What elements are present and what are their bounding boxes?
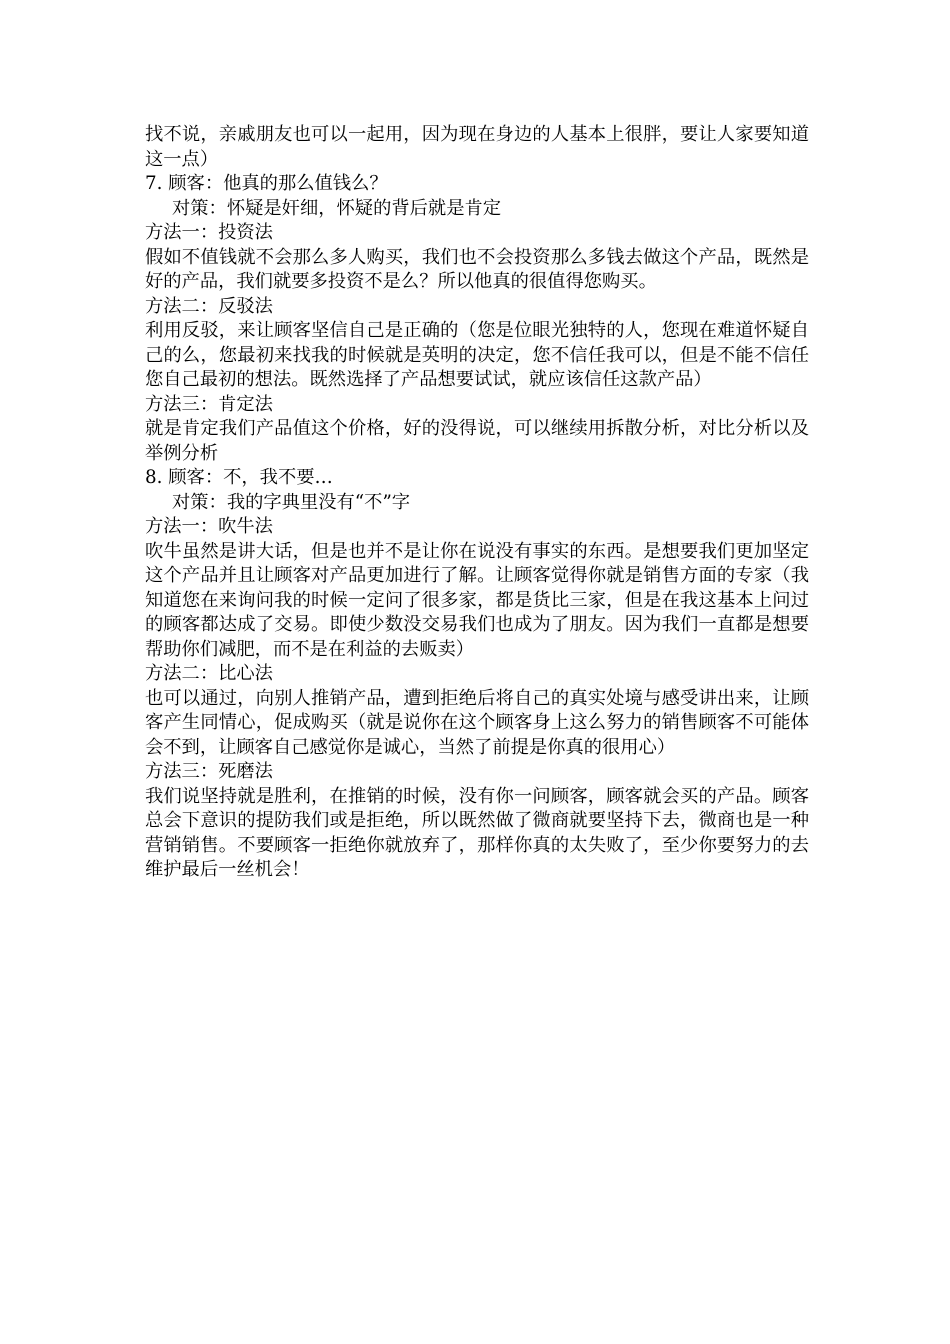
method-body: 利用反驳，来让顾客坚信自己是正确的（您是位眼光独特的人，您现在难道怀疑自己的么，您最初来找我的时候就是英明的决定，您不信任我可以，但是不能不信任您自己最初的想法。既然选择了产品想要试试，就应该信任这款产品） <box>145 320 809 390</box>
method-body: 假如不值钱就不会那么多人购买，我们也不会投资那么多钱去做这个产品，既然是好的产品，我们就要多投资不是么？所以他真的很值得您购买。 <box>145 246 809 292</box>
method-body: 我们说坚持就是胜利，在推销的时候，没有你一问顾客，顾客就会买的产品。顾客总会下意识的提防我们或是拒绝，所以既然做了微商就要坚持下去，微商也是一种营销销售。不要顾客一拒绝你就放弃了，那样你真的太失败了，至少你要努力的去维护最后一丝机会！ <box>145 785 809 880</box>
question-heading-7: 7. 顾客：他真的那么值钱么？ <box>145 173 388 194</box>
strategy-line: 对策：我的字典里没有“不”字 <box>172 491 411 513</box>
method-heading: 方法一：吹牛法 <box>145 516 273 537</box>
paragraph-continuation: 找不说，亲戚朋友也可以一起用，因为现在身边的人基本上很胖，要让人家要知道这一点） <box>145 124 809 170</box>
method-heading: 方法二：反驳法 <box>145 295 273 317</box>
method-heading: 方法二：比心法 <box>145 663 273 684</box>
method-body: 就是肯定我们产品值这个价格，好的没得说，可以继续用拆散分析，对比分析以及举例分析 <box>145 418 809 464</box>
method-heading: 方法三：死磨法 <box>145 761 273 782</box>
question-heading-8: 8. 顾客：不，我不要… <box>145 467 333 488</box>
strategy-line: 对策：怀疑是奸细，怀疑的背后就是肯定 <box>172 197 502 219</box>
method-heading: 方法一：投资法 <box>145 222 273 243</box>
document-page <box>145 123 809 883</box>
method-heading: 方法三：肯定法 <box>145 393 273 415</box>
method-body: 也可以通过，向别人推销产品，遭到拒绝后将自己的真实处境与感受讲出来，让顾客产生同情心，促成购买（就是说你在这个顾客身上这么努力的销售顾客不可能体会不到，让顾客自己感觉你是诚心，当然了前提是你真的很用心） <box>145 687 809 758</box>
method-body: 吹牛虽然是讲大话，但是也并不是让你在说没有事实的东西。是想要我们更加坚定这个产品并且让顾客对产品更加进行了解。让顾客觉得你就是销售方面的专家（我知道您在来询问我的时候一定问了很多家，都是货比三家，但是在我这基本上问过的顾客都达成了交易。即使少数没交易我们也成为了朋友。因为我们一直都是想要帮助你们减肥，而不是在利益的去贩卖） <box>145 540 809 660</box>
